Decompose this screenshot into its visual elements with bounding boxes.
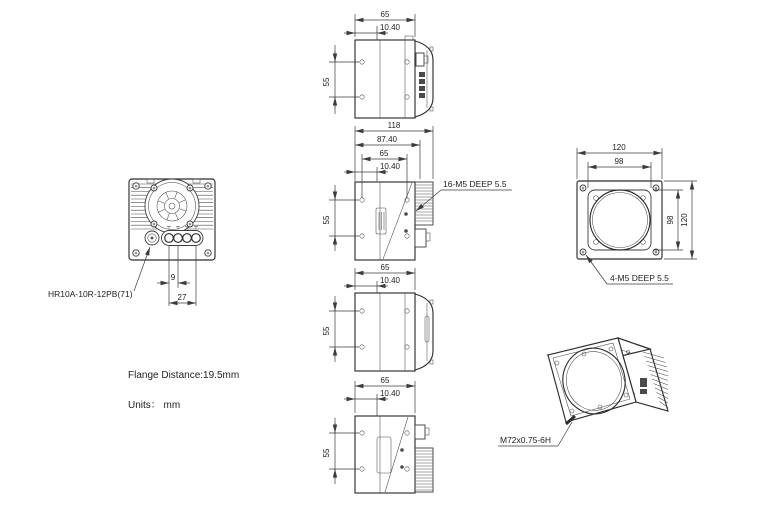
- dim-hole-spacing: 55: [322, 448, 331, 458]
- drawing-notes: [128, 370, 239, 411]
- dim-hole-spacing: 55: [322, 215, 331, 225]
- dim-led-pitch: 9: [170, 273, 176, 282]
- side-view-top: [322, 10, 433, 118]
- rear-view: [48, 179, 215, 306]
- dim-hole-spacing: 55: [322, 326, 331, 336]
- dim-hole-offset: 10.40: [379, 276, 401, 285]
- side-view-plain: [322, 263, 433, 371]
- heatsink-screws-label: 16-M5 DEEP 5.5: [443, 179, 507, 189]
- dim-hole-spacing: 55: [322, 77, 331, 87]
- lens-thread-callout: [498, 416, 575, 446]
- dim-width-inner: 98: [614, 157, 624, 166]
- dim-hole-offset: 10.40: [379, 389, 401, 398]
- dim-width: 65: [379, 149, 389, 158]
- fan-icon: [145, 179, 199, 233]
- dim-hole-offset: 10.40: [379, 23, 401, 32]
- side-view-heatsink-bottom: [322, 376, 433, 493]
- heatsink-fins: [415, 448, 433, 492]
- dim-height-outer: 120: [680, 213, 689, 227]
- power-connector-icon: [145, 231, 159, 245]
- side-plain-dimensions: [322, 263, 415, 362]
- front-screws-label: 4-M5 DEEP 5.5: [610, 273, 669, 283]
- flange-distance-note: Flange Distance:19.5mm: [128, 370, 240, 381]
- units-note: Units： mm: [128, 400, 181, 411]
- dim-height-inner: 98: [666, 215, 675, 225]
- heatsink-fins: [415, 182, 433, 225]
- dim-width: 65: [380, 376, 390, 385]
- side-top-dimensions: [322, 10, 415, 114]
- dim-hole-offset: 10.40: [379, 162, 401, 171]
- lens-opening: [590, 190, 650, 250]
- rear-dimensions: [157, 246, 196, 306]
- dim-led-span: 27: [177, 293, 187, 302]
- dim-width: 65: [380, 10, 390, 19]
- side-view-heatsink-right: [322, 121, 512, 260]
- isometric-view: [498, 338, 668, 446]
- dim-width: 65: [380, 263, 390, 272]
- dim-width-outer: 120: [612, 143, 626, 152]
- rear-connector-label: HR10A-10R-12PB(71): [48, 289, 133, 299]
- dim-depth-body: 87.40: [376, 135, 398, 144]
- front-view: [577, 143, 697, 284]
- lens-thread-label: M72x0.75-6H: [500, 435, 552, 445]
- dim-depth-total: 118: [387, 121, 401, 130]
